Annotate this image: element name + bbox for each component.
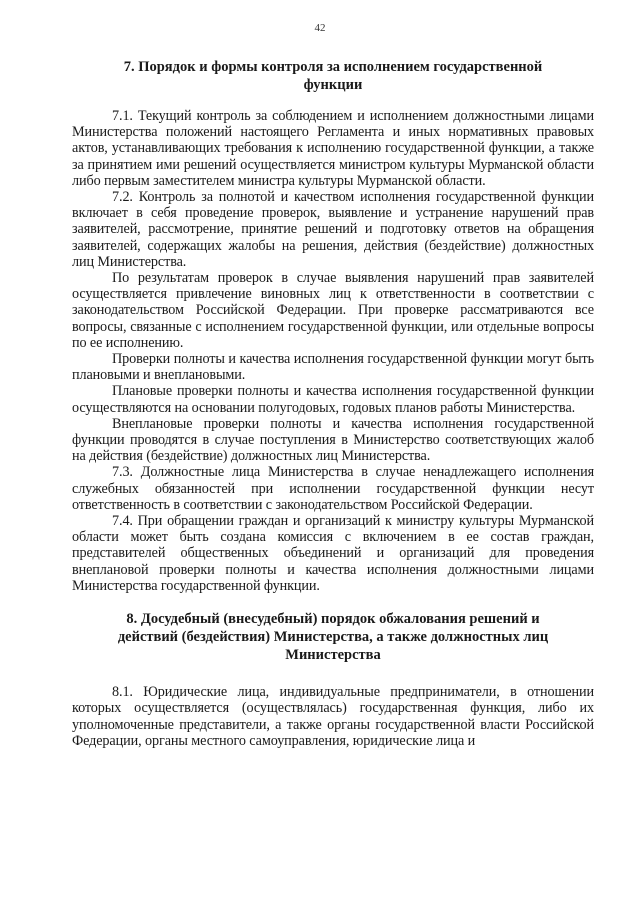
paragraph-8-1: 8.1. Юридические лица, индивидуальные предприниматели, в отношении которых осуществляется (осуществлялась) государственная функция, либо их уполномоченные представители, а также органы государственной власти Российской Федерации, органы местного самоуправления, юридические лица и xyxy=(72,684,594,749)
paragraph-7-2-unplanned: Внеплановые проверки полноты и качества исполнения государственной функции проводятся в случае поступления в Министерство соответствующих жалоб на действия (бездействие) должностных лиц Министерства. xyxy=(72,415,594,465)
paragraph-7-3: 7.3. Должностные лица Министерства в случае ненадлежащего исполнения служебных обязанностей при исполнении государственной функции несут ответственность в соответствии с законодательством Российской Федерации. xyxy=(72,464,594,513)
section-8-heading: 8. Досудебный (внесудебный) порядок обжалования решений и действий (бездействия) Министерства, а также должностных лиц Министерства xyxy=(117,611,549,664)
paragraph-7-2-planned: Плановые проверки полноты и качества исполнения государственной функции осуществляются на основании полугодовых, годовых планов работы Министерства. xyxy=(72,383,594,416)
paragraph-7-2-results: По результатам проверок в случае выявления нарушений прав заявителей осуществляется привлечение виновных лиц к ответственности в соответствии с законодательством Российской Федерации. При проверке рассматриваются все вопросы, связанные с исполнением государственной функции, или отдельные вопросы по ее исполнению. xyxy=(72,270,594,351)
paragraph-7-2: 7.2. Контроль за полнотой и качеством исполнения государственной функции включает в себя проведение проверок, выявление и устранение нарушений прав заявителей, рассмотрение, принятие решений и подготовку ответов на обращения заявителей, содержащих жалобы на решения, действия (бездействие) должностных лиц Министерства. xyxy=(72,189,594,270)
page-content xyxy=(72,58,594,749)
section-7-heading: 7. Порядок и формы контроля за исполнением государственной функции xyxy=(123,59,543,93)
page-number: 42 xyxy=(314,22,326,34)
paragraph-7-2-types: Проверки полноты и качества исполнения государственной функции могут быть плановыми и внеплановыми. xyxy=(72,351,594,384)
paragraph-7-1: 7.1. Текущий контроль за соблюдением и исполнением должностными лицами Министерства положений настоящего Регламента и иных нормативных правовых актов, устанавливающих требования к исполнению государственной функции, а также за принятием ими решений осуществляется министром культуры Мурманской области либо первым заместителем министра культуры Мурманской области. xyxy=(72,108,594,189)
paragraph-7-4: 7.4. При обращении граждан и организаций к министру культуры Мурманской области может быть создана комиссия с включением в ее состав граждан, представителей общественных объединений и организаций для проведения внеплановой проверки полноты и качества исполнения должностными лицами Министерства государственной функции. xyxy=(72,513,594,594)
